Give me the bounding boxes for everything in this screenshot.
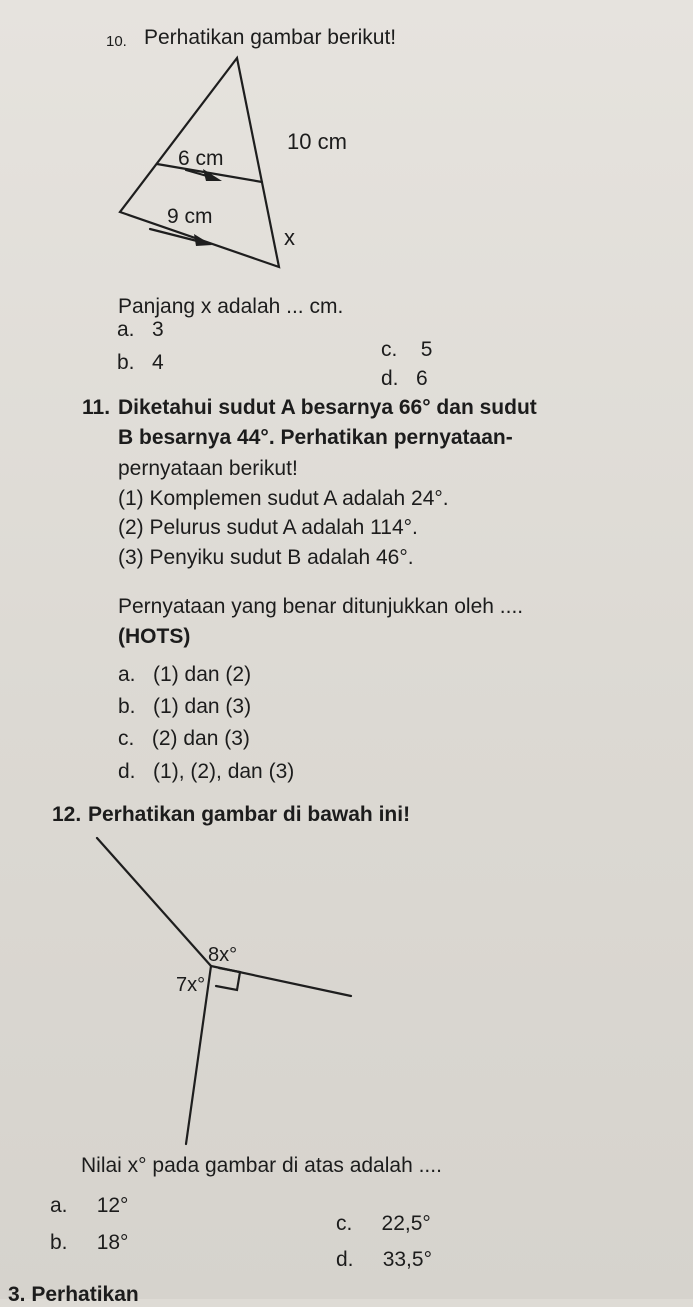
q11-question: Pernyataan yang benar ditunjukkan oleh ....: [118, 595, 524, 618]
q12-question: Nilai x° pada gambar di atas adalah ....: [81, 1154, 442, 1177]
q12-option-c[interactable]: c. 22,5°: [336, 1212, 431, 1235]
q10-option-c[interactable]: c. 5: [381, 338, 433, 361]
q11-option-a[interactable]: a. (1) dan (2): [118, 663, 252, 686]
label-x: x: [284, 225, 295, 250]
label-6cm: 6 cm: [178, 147, 224, 170]
q10-question: Panjang x adalah ... cm.: [118, 295, 344, 318]
q10-option-b[interactable]: b. 4: [117, 351, 164, 374]
q10-option-a[interactable]: a. 3: [117, 318, 164, 341]
diagonal-ray: [97, 838, 211, 966]
label-10cm: 10 cm: [287, 129, 347, 154]
q11-statement-2: (2) Pelurus sudut A adalah 114°.: [118, 516, 418, 539]
q11-line3: pernyataan berikut!: [118, 457, 298, 480]
q10-number: 10.: [106, 33, 127, 50]
q11-hots-tag: (HOTS): [118, 625, 191, 648]
right-angle-mark: [216, 968, 240, 990]
q11-option-b[interactable]: b. (1) dan (3): [118, 695, 252, 718]
q13-fragment: 3. Perhatikan: [8, 1283, 139, 1306]
q12-instruction: Perhatikan gambar di bawah ini!: [88, 803, 411, 826]
q11-statement-3: (3) Penyiku sudut B adalah 46°.: [118, 546, 414, 569]
q12-option-a[interactable]: a. 12°: [50, 1194, 129, 1217]
q10-instruction: Perhatikan gambar berikut!: [144, 26, 397, 49]
q11-number: 11.: [82, 396, 111, 419]
q12-option-b[interactable]: b. 18°: [50, 1231, 129, 1254]
q12-number: 12.: [52, 803, 82, 826]
angle-label-8x: 8x°: [208, 944, 238, 966]
q11-option-d[interactable]: d. (1), (2), dan (3): [118, 760, 295, 783]
q11-statement-1: (1) Komplemen sudut A adalah 24°.: [118, 487, 449, 510]
q10-option-d[interactable]: d. 6: [381, 367, 428, 390]
q11-line1: Diketahui sudut A besarnya 66° dan sudut: [118, 396, 537, 419]
q11-option-c[interactable]: c. (2) dan (3): [118, 727, 250, 750]
label-9cm: 9 cm: [167, 205, 213, 228]
q12-option-d[interactable]: d. 33,5°: [336, 1248, 432, 1271]
q11-line2: B besarnya 44°. Perhatikan pernyataan-: [118, 426, 513, 449]
angle-label-7x: 7x°: [176, 974, 206, 996]
